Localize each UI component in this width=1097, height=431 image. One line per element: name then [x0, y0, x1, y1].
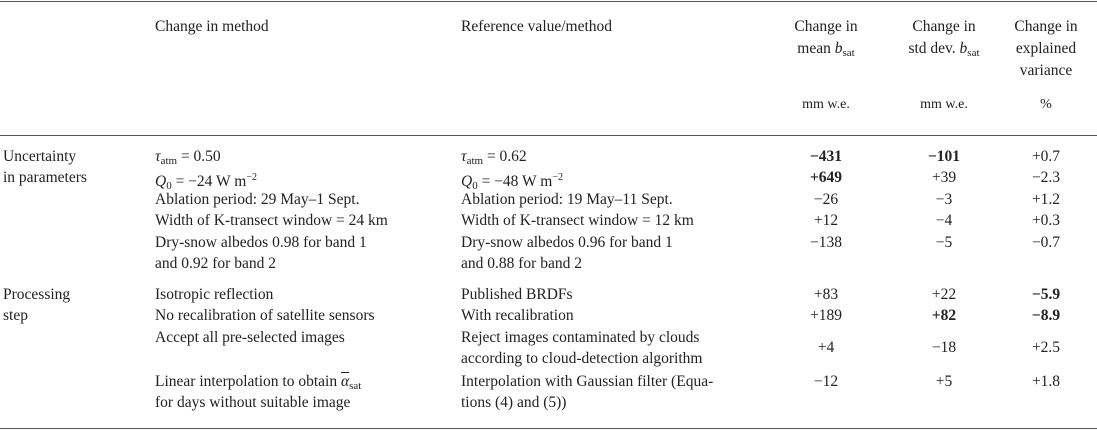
row5-var: −0.7	[1031, 234, 1061, 251]
header-mean-line1: Change in	[794, 18, 858, 35]
group-label-uncertainty: Uncertainty	[3, 148, 77, 165]
group-label-processing: Processing	[3, 286, 71, 303]
row5-method-line2: and 0.92 for band 2	[155, 255, 276, 272]
header-std-line1: Change in	[912, 18, 976, 35]
row9-var: +1.8	[1031, 373, 1061, 390]
row5-reference-line2: and 0.88 for band 2	[461, 255, 582, 272]
row1-mean: −431	[809, 148, 843, 165]
row5-std: −5	[935, 234, 953, 251]
row2-method: $Q_0 = -24$ W $m^{-2}$	[155, 172, 257, 192]
row3-method: Ablation period: 29 May–1 Sept.	[155, 191, 360, 208]
row4-reference: Width of K-transect window = 12 km	[461, 212, 694, 229]
row3-reference: Ablation period: 19 May–11 Sept.	[461, 191, 673, 208]
header-unit-var: %	[1040, 97, 1052, 112]
table-top-rule	[0, 1, 1097, 2]
header-var-line1: Change in	[1014, 18, 1078, 35]
row9-mean: −12	[813, 373, 839, 390]
row1-std: −101	[927, 148, 961, 165]
row6-method: Isotropic reflection	[155, 286, 274, 303]
row7-mean: +189	[810, 307, 842, 324]
row3-var: +1.2	[1031, 191, 1061, 208]
row3-mean: −26	[813, 191, 839, 208]
row4-std: −4	[935, 212, 953, 229]
row7-var: −8.9	[1031, 307, 1061, 324]
row9-reference-line1: Interpolation with Gaussian filter (Equa-	[461, 373, 714, 390]
header-unit-mean: mm w.e.	[802, 97, 850, 112]
row8-mean: +4	[817, 339, 835, 356]
row7-method: No recalibration of satellite sensors	[155, 307, 375, 324]
row2-var: −2.3	[1031, 169, 1061, 186]
row6-mean: +83	[813, 286, 839, 303]
row8-reference-line1: Reject images contaminated by clouds	[461, 329, 700, 346]
row5-mean: −138	[810, 234, 842, 251]
row2-mean: +649	[809, 169, 843, 186]
header-var-line2: explained	[1015, 40, 1077, 57]
row7-reference: With recalibration	[461, 307, 574, 324]
row3-std: −3	[935, 191, 953, 208]
header-reference-method: Reference value/method	[461, 18, 613, 35]
row1-method: $\tau_{atm} = 0.50$	[155, 148, 221, 167]
row8-std: −18	[931, 339, 957, 356]
group-label-step: step	[3, 307, 28, 324]
row8-var: +2.5	[1031, 339, 1061, 356]
header-change-in-method: Change in method	[155, 18, 269, 35]
group-label-parameters: in parameters	[3, 169, 87, 186]
row5-reference-line1: Dry-snow albedos 0.96 for band 1	[461, 234, 673, 251]
table-bottom-rule	[0, 428, 1097, 429]
row8-method: Accept all pre-selected images	[155, 329, 345, 346]
row8-reference-line2: according to cloud-detection algorithm	[461, 350, 703, 367]
header-unit-std: mm w.e.	[920, 97, 968, 112]
row6-var: −5.9	[1031, 286, 1061, 303]
row9-reference-line2: tions (4) and (5))	[461, 394, 567, 411]
row4-method: Width of K-transect window = 24 km	[155, 212, 388, 229]
row1-var: +0.7	[1031, 148, 1061, 165]
row9-method-line1: Linear interpolation to obtain $\overline{\alpha}_{sat}$	[155, 373, 362, 392]
row6-reference: Published BRDFs	[461, 286, 573, 303]
row6-std: +22	[931, 286, 957, 303]
header-var-line3: variance	[1019, 62, 1073, 79]
row9-method-line2: for days without suitable image	[155, 394, 351, 411]
row2-std: +39	[931, 169, 957, 186]
row5-method-line1: Dry-snow albedos 0.98 for band 1	[155, 234, 367, 251]
table-header-rule	[0, 135, 1097, 136]
row2-reference: $Q_0 = -48$ W $m^{-2}$	[461, 172, 563, 192]
row4-mean: +12	[813, 212, 839, 229]
row4-var: +0.3	[1031, 212, 1061, 229]
row1-reference: $\tau_{atm} = 0.62$	[461, 148, 527, 167]
header-std-line2: std dev. $b_{sat}$	[908, 40, 980, 59]
header-mean-line2: mean $b_{sat}$	[797, 40, 855, 59]
row9-std: +5	[935, 373, 953, 390]
row7-std: +82	[931, 307, 957, 324]
